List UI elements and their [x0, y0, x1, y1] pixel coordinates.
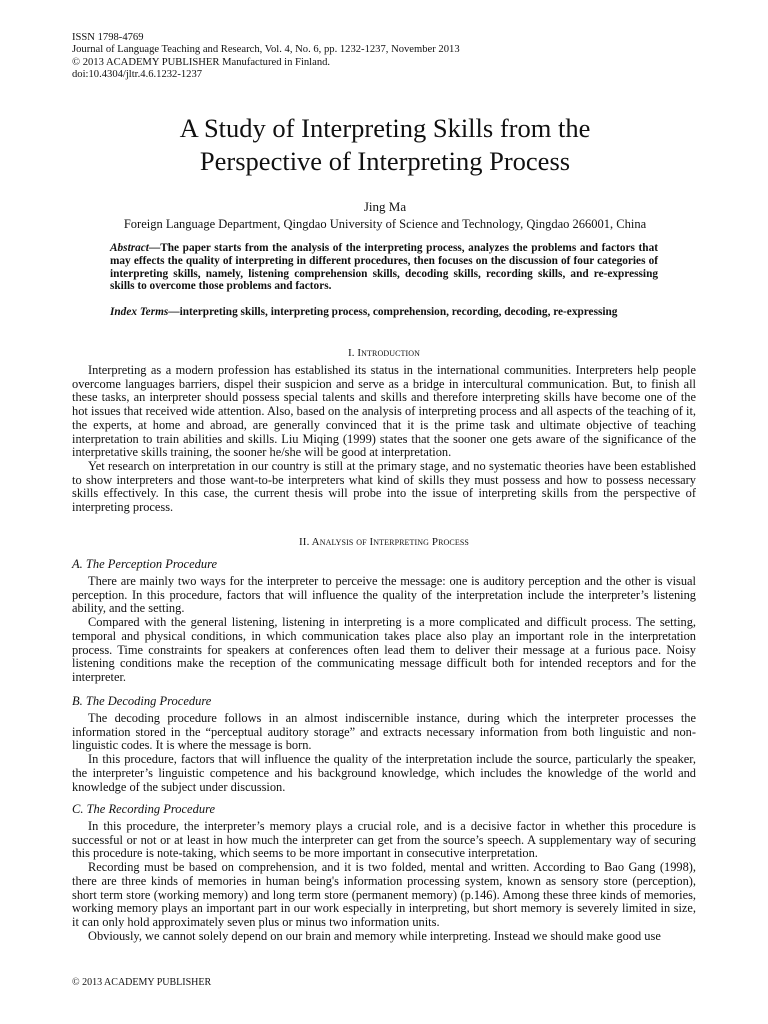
- paragraph: In this procedure, the interpreter’s memory plays a crucial role, and is a decisive factor in whether this procedure is successful or not or at least in how much the interpreter can get from the source’s speech. A supplementary way of securing this procedure is note-taking, which seems to be more important in consecutive interpretation.: [72, 819, 696, 861]
- section-heading-analysis: II. Analysis of Interpreting Process: [299, 536, 469, 548]
- abstract-label: Abstract: [110, 242, 149, 254]
- journal-header: [72, 32, 460, 82]
- paragraph: Yet research on interpretation in our country is still at the primary stage, and no systematic theories have been established to show interpreters and those want-to-be interpreters what kind of skills they must possess and how to possess necessary skills effectively. In this case, the current thesis will probe into the issue of interpreting skills from the perspective of interpreting process.: [72, 458, 696, 515]
- paragraph: In this procedure, factors that will influence the quality of the interpretation include the source, particularly the speaker, the interpreter’s linguistic competence and his background knowledge, which includes the knowledge of the world and knowledge of the subject under discussion.: [72, 752, 696, 794]
- paper-title: [60, 112, 710, 178]
- index-terms-label: Index Terms: [110, 306, 169, 318]
- publisher-copyright: © 2013 ACADEMY PUBLISHER Manufactured in Finland.: [72, 56, 331, 68]
- author-name: Jing Ma: [363, 199, 407, 214]
- paragraph: Compared with the general listening, listening in interpreting is a more complicated and difficult process. The setting, temporal and physical conditions, in which communication takes place also play an important role in the interpretation process. Time constraints for speakers at conferences often lead them to deliver their message at a furious pace. Noisy listening conditions make the reception of the communicating message difficult both for intended receptors and for the interpreter.: [72, 615, 696, 684]
- abstract: [110, 242, 658, 293]
- introduction-body: [72, 364, 696, 515]
- paragraph: The decoding procedure follows in an almost indiscernible instance, during which the interpreter processes the information stored in the “perceptual auditory storage” and extracts necessary information from both linguistic and non-linguistic codes. It is where the message is born.: [72, 711, 696, 753]
- doi: doi:10.4304/jltr.4.6.1232-1237: [72, 69, 203, 81]
- paragraph: Recording must be based on comprehension, and it is two folded, mental and written. According to Bao Gang (1998), there are three kinds of memories in human being's information processing system, known as sensory store (perception), short term store (working memory) and long term store (permanent memory) (p.146). Among these three kinds of memories, working memory plays an important part in our work especially in interpreting, but short memory is severely limited in size, it can only hold approximately seven plus or minus two information units.: [72, 860, 696, 929]
- journal-citation: Journal of Language Teaching and Research, Vol. 4, No. 6, pp. 1232-1237, November 2013: [72, 44, 460, 56]
- perception-body: [72, 575, 696, 685]
- paragraph: Obviously, we cannot solely depend on our brain and memory while interpreting. Instead we should make good use: [88, 928, 661, 943]
- title-line-1: A Study of Interpreting Skills from the: [179, 113, 591, 143]
- recording-body: [72, 820, 696, 943]
- title-line-2: Perspective of Interpreting Process: [199, 146, 571, 176]
- abstract-text: —The paper starts from the analysis of the interpreting process, analyzes the problems and factors that may effects the quality of interpreting in different procedures, then focuses on the discussion of four categories of interpreting skills, namely, listening comprehension skills, decoding skills, recording skills, and re-expressing skills to overcome those problems and factors.: [110, 242, 658, 293]
- author-affiliation: Foreign Language Department, Qingdao University of Science and Technology, Qingdao 266001, China: [123, 217, 647, 231]
- section-heading-introduction: I. Introduction: [347, 347, 421, 359]
- paragraph: There are mainly two ways for the interpreter to perceive the message: one is auditory perception and the other is visual perception. In this procedure, factors that will influence the quality of the interpretation include the interpreter’s listening ability, and the setting.: [72, 574, 696, 616]
- page-footer: © 2013 ACADEMY PUBLISHER: [72, 977, 212, 988]
- paragraph: Interpreting as a modern profession has established its status in the international communities. Interpreters help people overcome languages barriers, dispel their suspicion and serve as a bridge in intercultural communication. But, to finish all these tasks, an interpreter should possess special talents and skills and therefore interpreting skills have become one of the hot issues that received wide attention. Also, based on the analysis of interpreting process and all aspects of the teaching of it, the experts, at home and abroad, are generally convinced that it is the prime task and ultimate objective of teaching interpretation to train abilities and skills. Liu Miqing (1999) states that the sooner one gets aware of the significance of the interpretative skills training, the sooner he/she will be good at interpretation.: [72, 363, 696, 460]
- subsection-heading-decoding: B. The Decoding Procedure: [72, 694, 212, 708]
- index-terms: [110, 306, 658, 319]
- index-terms-text: —interpreting skills, interpreting process, comprehension, recording, decoding, re-expressing: [168, 306, 618, 318]
- issn: ISSN 1798-4769: [72, 32, 144, 43]
- subsection-heading-recording: C. The Recording Procedure: [72, 802, 216, 816]
- subsection-heading-perception: A. The Perception Procedure: [72, 557, 218, 571]
- decoding-body: [72, 712, 696, 794]
